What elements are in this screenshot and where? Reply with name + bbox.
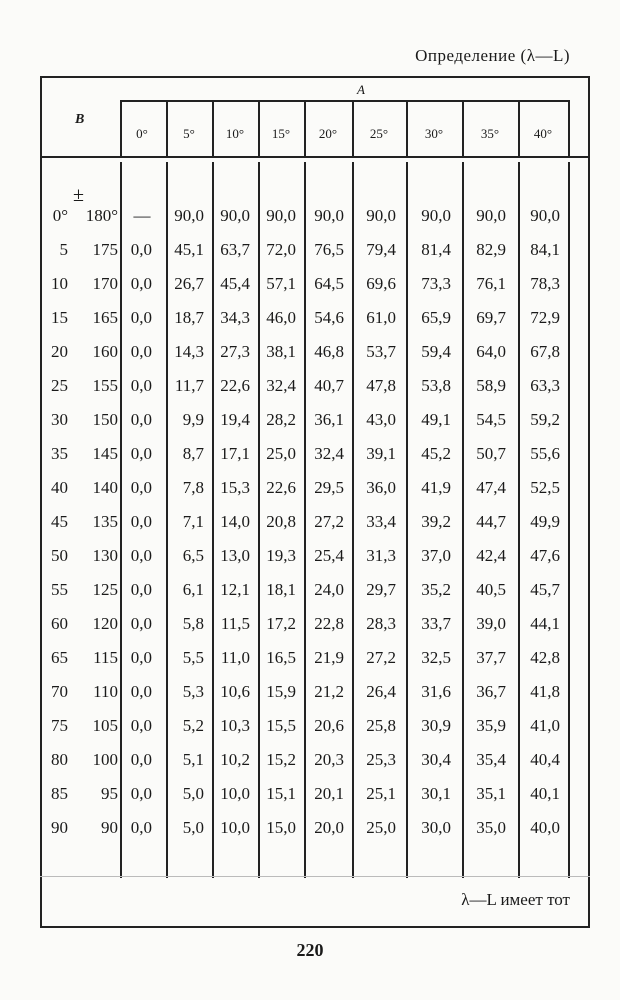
table-cell: 35,2 — [421, 580, 451, 599]
table-cell: 35,9 — [476, 716, 506, 735]
table-cell: 11,7 — [174, 376, 204, 395]
row-b-complement: 155 — [92, 376, 118, 395]
table-cell: 5,5 — [182, 648, 204, 667]
table-cell: 84,1 — [530, 240, 560, 259]
table-cell: 59,2 — [530, 410, 560, 429]
table-cell: 5,8 — [182, 614, 204, 633]
row-b-complement: 120 — [92, 614, 118, 633]
table-cell: 31,3 — [366, 546, 396, 565]
page-number: 220 — [296, 940, 324, 960]
table-cell: 54,6 — [314, 308, 344, 327]
table-cell: 35,1 — [476, 784, 506, 803]
table-cell: 79,4 — [366, 240, 396, 259]
column-header: 10° — [225, 126, 245, 141]
table-cell: 47,6 — [530, 546, 560, 565]
col-divider-head — [304, 100, 306, 158]
table-cell: 20,8 — [266, 512, 296, 531]
table-cell: 26,7 — [174, 274, 204, 293]
row-b-value: 75 — [51, 716, 68, 735]
table-cell: 13,0 — [220, 546, 250, 565]
table-cell: 39,2 — [421, 512, 451, 531]
row-b-value: 0° — [52, 206, 68, 225]
table-cell: 30,0 — [421, 818, 451, 837]
table-cell: 21,9 — [314, 648, 344, 667]
table-cell: 26,4 — [366, 682, 396, 701]
table-cell: 39,0 — [476, 614, 506, 633]
row-b-value: 30 — [51, 410, 68, 429]
table-cell: 5,0 — [182, 818, 204, 837]
table-cell: 10,6 — [220, 682, 250, 701]
table-cell: 25,4 — [314, 546, 344, 565]
table-cell: 20,3 — [314, 750, 344, 769]
header-bottom-rule — [40, 156, 590, 158]
table-cell: 27,2 — [314, 512, 344, 531]
table-cell: 20,1 — [314, 784, 344, 803]
row-b-complement: 180° — [85, 206, 118, 225]
table-cell: 0,0 — [130, 274, 152, 293]
table-cell: 17,1 — [220, 444, 250, 463]
table-cell: 5,2 — [182, 716, 204, 735]
table-cell: 50,7 — [476, 444, 506, 463]
col-divider-body-last — [568, 162, 570, 878]
col-divider-head — [258, 100, 260, 158]
table-cell: 82,9 — [476, 240, 506, 259]
row-b-value: 15 — [51, 308, 68, 327]
row-b-complement: 135 — [92, 512, 118, 531]
table-cell: 7,8 — [182, 478, 204, 497]
table-cell: 46,8 — [314, 342, 344, 361]
table-cell: 10,0 — [220, 818, 250, 837]
table-cell: 29,5 — [314, 478, 344, 497]
table-cell: 90,0 — [220, 206, 250, 225]
table-cell: 65,9 — [421, 308, 451, 327]
row-b-value: 65 — [51, 648, 68, 667]
table-cell: 10,3 — [220, 716, 250, 735]
col-divider-head — [166, 100, 168, 158]
table-cell: 11,5 — [220, 614, 250, 633]
row-b-complement: 140 — [92, 478, 118, 497]
table-cell: 0,0 — [130, 444, 152, 463]
table-cell: 38,1 — [266, 342, 296, 361]
row-header-b: B — [75, 112, 85, 127]
row-b-value: 5 — [59, 240, 68, 259]
table-cell: 18,7 — [174, 308, 204, 327]
table-cell: 58,9 — [476, 376, 506, 395]
table-cell: 28,3 — [366, 614, 396, 633]
table-cell: 69,7 — [476, 308, 506, 327]
col-divider-head — [406, 100, 408, 158]
row-b-complement: 115 — [93, 648, 118, 667]
table-cell: 32,4 — [314, 444, 344, 463]
table-cell: 20,6 — [314, 716, 344, 735]
column-header: 5° — [183, 126, 195, 141]
table-cell: 32,4 — [266, 376, 296, 395]
table-cell: 45,1 — [174, 240, 204, 259]
table-cell: 6,5 — [182, 546, 204, 565]
table-cell: 43,0 — [366, 410, 396, 429]
col-divider-head — [352, 100, 354, 158]
table-cell: 69,6 — [366, 274, 396, 293]
column-header: 20° — [318, 126, 338, 141]
table-cell: 10,2 — [220, 750, 250, 769]
table-cell: 67,8 — [530, 342, 560, 361]
table-cell: 44,7 — [476, 512, 506, 531]
table-cell: 25,8 — [366, 716, 396, 735]
table-cell: 42,4 — [476, 546, 506, 565]
table-cell: 41,9 — [421, 478, 451, 497]
table-cell: 5,3 — [182, 682, 204, 701]
table-cell: 9,9 — [182, 410, 204, 429]
table-cell: 40,0 — [530, 818, 560, 837]
table-cell: 12,1 — [220, 580, 250, 599]
table-cell: 45,7 — [530, 580, 560, 599]
row-b-complement: 150 — [92, 410, 118, 429]
table-cell: 72,0 — [266, 240, 296, 259]
table-cell: 15,5 — [266, 716, 296, 735]
table-cell: 32,5 — [421, 648, 451, 667]
table-cell: 0,0 — [130, 784, 152, 803]
table-cell: 21,2 — [314, 682, 344, 701]
column-header: 25° — [369, 126, 389, 141]
table-cell: 45,2 — [421, 444, 451, 463]
row-b-value: 35 — [51, 444, 68, 463]
table-cell: 0,0 — [130, 716, 152, 735]
column-header: 0° — [136, 126, 148, 141]
table-cell: 0,0 — [130, 240, 152, 259]
table-cell: 11,0 — [220, 648, 250, 667]
table-cell: 0,0 — [130, 342, 152, 361]
table-cell: — — [133, 206, 151, 225]
table-cell: 25,3 — [366, 750, 396, 769]
table-cell: 46,0 — [266, 308, 296, 327]
table-cell: 15,0 — [266, 818, 296, 837]
row-b-value: 20 — [51, 342, 68, 361]
table-cell: 14,0 — [220, 512, 250, 531]
table-cell: 19,3 — [266, 546, 296, 565]
row-b-complement: 125 — [92, 580, 118, 599]
plus-minus-symbol: ± — [73, 184, 84, 206]
table-cell: 45,4 — [220, 274, 250, 293]
table-cell: 5,1 — [182, 750, 204, 769]
row-b-complement: 105 — [92, 716, 118, 735]
row-b-value: 50 — [51, 546, 68, 565]
row-b-complement: 90 — [101, 818, 118, 837]
table-cell: 55,6 — [530, 444, 560, 463]
table-cell: 90,0 — [421, 206, 451, 225]
table-cell: 0,0 — [130, 546, 152, 565]
table-cell: 31,6 — [421, 682, 451, 701]
table-cell: 90,0 — [366, 206, 396, 225]
table-cell: 72,9 — [530, 308, 560, 327]
table-cell: 36,1 — [314, 410, 344, 429]
table-cell: 15,2 — [266, 750, 296, 769]
table-cell: 0,0 — [130, 682, 152, 701]
table-cell: 25,0 — [366, 818, 396, 837]
table-cell: 73,3 — [421, 274, 451, 293]
table-cell: 8,7 — [182, 444, 204, 463]
table-cell: 57,1 — [266, 274, 296, 293]
table-cell: 63,3 — [530, 376, 560, 395]
col-divider-head — [462, 100, 464, 158]
table-cell: 47,4 — [476, 478, 506, 497]
row-b-value: 45 — [51, 512, 68, 531]
table-cell: 59,4 — [421, 342, 451, 361]
table-cell: 34,3 — [220, 308, 250, 327]
table-cell: 33,4 — [366, 512, 396, 531]
row-b-value: 90 — [51, 818, 68, 837]
table-cell: 81,4 — [421, 240, 451, 259]
row-b-complement: 165 — [92, 308, 118, 327]
table-cell: 0,0 — [130, 750, 152, 769]
table-cell: 54,5 — [476, 410, 506, 429]
table-cell: 25,0 — [266, 444, 296, 463]
table-cell: 22,8 — [314, 614, 344, 633]
table-cell: 22,6 — [220, 376, 250, 395]
table-cell: 5,0 — [182, 784, 204, 803]
table-cell: 0,0 — [130, 376, 152, 395]
table-cell: 10,0 — [220, 784, 250, 803]
row-b-value: 70 — [51, 682, 68, 701]
table-cell: 0,0 — [130, 614, 152, 633]
table-cell: 90,0 — [174, 206, 204, 225]
table-cell: 35,4 — [476, 750, 506, 769]
table-cell: 6,1 — [182, 580, 204, 599]
table-cell: 0,0 — [130, 818, 152, 837]
table-cell: 37,7 — [476, 648, 506, 667]
table-cell: 27,3 — [220, 342, 250, 361]
table-cell: 44,1 — [530, 614, 560, 633]
table-cell: 90,0 — [530, 206, 560, 225]
col-divider-head — [212, 100, 214, 158]
table-cell: 36,7 — [476, 682, 506, 701]
col-divider-head-last — [568, 100, 570, 158]
table-cell: 15,1 — [266, 784, 296, 803]
table-cell: 41,0 — [530, 716, 560, 735]
table-cell: 27,2 — [366, 648, 396, 667]
body-bottom-faint — [40, 876, 590, 877]
table-cell: 19,4 — [220, 410, 250, 429]
row-b-value: 85 — [51, 784, 68, 803]
table-cell: 90,0 — [476, 206, 506, 225]
column-header: 35° — [480, 126, 500, 141]
table-cell: 61,0 — [366, 308, 396, 327]
table-cell: 64,0 — [476, 342, 506, 361]
table-cell: 64,5 — [314, 274, 344, 293]
table-cell: 76,1 — [476, 274, 506, 293]
table-cell: 0,0 — [130, 512, 152, 531]
row-b-value: 55 — [51, 580, 68, 599]
table-cell: 49,9 — [530, 512, 560, 531]
row-b-complement: 175 — [92, 240, 118, 259]
table-cell: 47,8 — [366, 376, 396, 395]
table-cell: 35,0 — [476, 818, 506, 837]
table-cell: 52,5 — [530, 478, 560, 497]
row-b-complement: 110 — [93, 682, 118, 701]
table-cell: 15,9 — [266, 682, 296, 701]
table-cell: 0,0 — [130, 410, 152, 429]
row-b-complement: 100 — [92, 750, 118, 769]
table-cell: 40,7 — [314, 376, 344, 395]
table-cell: 78,3 — [530, 274, 560, 293]
table-cell: 0,0 — [130, 580, 152, 599]
table-cell: 37,0 — [421, 546, 451, 565]
table-cell: 16,5 — [266, 648, 296, 667]
footer-note: λ—L имеет тот — [461, 890, 570, 909]
table-cell: 63,7 — [220, 240, 250, 259]
col-divider-head — [518, 100, 520, 158]
row-b-complement: 160 — [92, 342, 118, 361]
col-group-header-a: A — [357, 82, 365, 97]
row-b-value: 25 — [51, 376, 68, 395]
table-cell: 15,3 — [220, 478, 250, 497]
table-cell: 30,1 — [421, 784, 451, 803]
row-b-complement: 130 — [92, 546, 118, 565]
row-b-value: 80 — [51, 750, 68, 769]
page-title: Определение (λ—L) — [415, 46, 570, 65]
table-cell: 49,1 — [421, 410, 451, 429]
table-cell: 40,1 — [530, 784, 560, 803]
row-b-complement: 170 — [92, 274, 118, 293]
table-cell: 28,2 — [266, 410, 296, 429]
table-cell: 25,1 — [366, 784, 396, 803]
row-b-value: 40 — [51, 478, 68, 497]
table-cell: 42,8 — [530, 648, 560, 667]
table-cell: 29,7 — [366, 580, 396, 599]
row-b-value: 60 — [51, 614, 68, 633]
table-cell: 0,0 — [130, 478, 152, 497]
table-cell: 41,8 — [530, 682, 560, 701]
column-header: 30° — [424, 126, 444, 141]
row-b-complement: 95 — [101, 784, 118, 803]
table-cell: 18,1 — [266, 580, 296, 599]
table-cell: 30,9 — [421, 716, 451, 735]
table-cell: 0,0 — [130, 648, 152, 667]
table-cell: 40,4 — [530, 750, 560, 769]
table-cell: 40,5 — [476, 580, 506, 599]
table-cell: 39,1 — [366, 444, 396, 463]
table-cell: 30,4 — [421, 750, 451, 769]
table-cell: 76,5 — [314, 240, 344, 259]
table-cell: 0,0 — [130, 308, 152, 327]
table-cell: 14,3 — [174, 342, 204, 361]
column-header: 15° — [271, 126, 291, 141]
row-b-complement: 145 — [92, 444, 118, 463]
table-cell: 17,2 — [266, 614, 296, 633]
row-b-value: 10 — [51, 274, 68, 293]
table-cell: 90,0 — [266, 206, 296, 225]
header-divider-a — [120, 100, 569, 102]
table-cell: 7,1 — [182, 512, 204, 531]
table-cell: 22,6 — [266, 478, 296, 497]
table-cell: 90,0 — [314, 206, 344, 225]
table-cell: 24,0 — [314, 580, 344, 599]
table-cell: 36,0 — [366, 478, 396, 497]
table-cell: 33,7 — [421, 614, 451, 633]
table-cell: 53,8 — [421, 376, 451, 395]
table-cell: 53,7 — [366, 342, 396, 361]
column-header: 40° — [533, 126, 553, 141]
table-cell: 20,0 — [314, 818, 344, 837]
